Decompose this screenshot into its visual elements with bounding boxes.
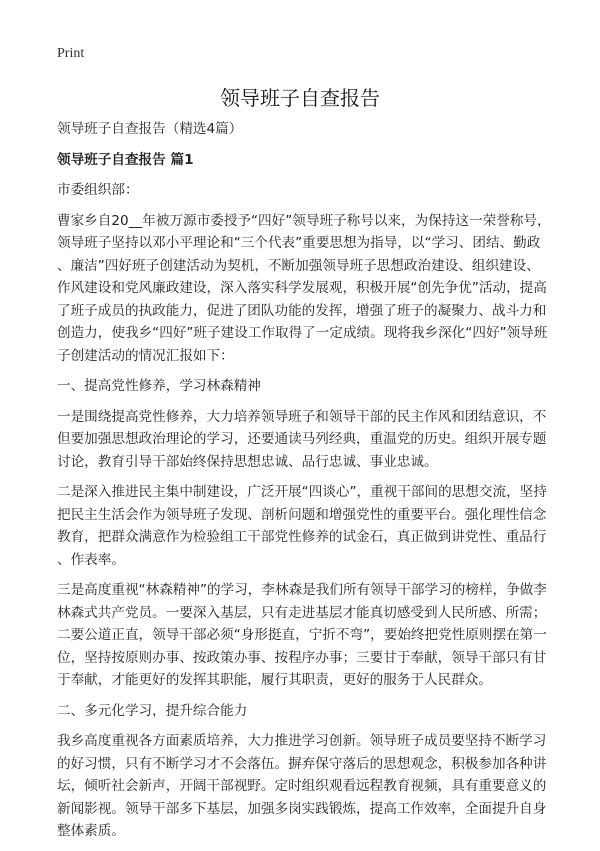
text-line: 作风建设和党风廉政建设，深入落实科学发展观，积极开展“创先争优”活动，提高 — [57, 280, 547, 296]
text-line: 我乡高度重视各方面素质培养，大力推进学习创新。领导班子成员要坚持不断学习 — [57, 733, 547, 749]
text-line: 教育，把群众满意作为检验组工干部党性修养的试金石，真正做到讲党性、重品行 — [57, 529, 547, 545]
text-line: 新闻影视。领导干部多下基层，加强多岗实践锻炼，提高工作效率，全面提升自身 — [57, 800, 547, 817]
text-line: 一是围绕提高党性修养，大力培养领导班子和领导干部的民主作风和团结意识，不 — [57, 408, 547, 425]
paragraph — [57, 406, 577, 474]
paragraph — [57, 730, 577, 843]
salutation: 市委组织部： — [57, 182, 139, 198]
paragraph — [57, 579, 577, 692]
text-line: 但要加强思想政治理论的学习，还要通读马列经典，重温党的历史。组织开展专题 — [57, 431, 547, 447]
text-line: 曹家乡自20__年被万源市委授予“四好”领导班子称号以来，为保持这一荣誉称号， — [57, 212, 551, 229]
text-line: 二要公道正直，领导干部必须“身形挺直，宁折不弯”，要始终把党性原则摆在第一 — [57, 627, 547, 643]
text-line: 三是高度重视“林森精神”的学习，李林森是我们所有领导干部学习的榜样，争做李 — [57, 582, 547, 598]
document-title: 领导班子自查报告 — [220, 86, 380, 110]
section-subheading — [57, 375, 577, 398]
text-line: 二是深入推进民主集中制建设，广泛开展“四谈心”，重视干部间的思想交流，坚持 — [57, 484, 547, 500]
text-line: 坛，倾听社会新声，开阔干部视野。定时组织观看远程教育视频，具有重要意义的 — [57, 778, 547, 794]
paragraph — [57, 210, 577, 368]
text-line: 位，坚持按原则办事、按政策办事、按程序办事；三要甘于奉献，领导干部只有甘 — [57, 649, 547, 666]
text-line: 的好习惯，只有不断学习才不会落伍。摒弃保守落后的思想观念，积极参加各种讲 — [57, 755, 547, 772]
paragraph — [57, 481, 577, 571]
text-line: 创造力，使我乡“四好”班子建设工作取得了一定成绩。现将我乡深化“四好”领导班 — [57, 325, 548, 341]
text-line: 了班子成员的执政能力，促进了团队功能的发挥，增强了班子的凝聚力、战斗力和 — [57, 302, 547, 319]
section-heading: 领导班子自查报告 篇1 — [57, 151, 194, 168]
document-body — [57, 118, 577, 851]
text-line: 整体素质。 — [57, 823, 125, 839]
text-line: 把民主生活会作为领导班子发现、剖析问题和增强党性的重要平台。强化理性信念 — [57, 506, 547, 523]
subtitle: 领导班子自查报告（精选4篇） — [57, 121, 243, 137]
print-label[interactable]: Print — [57, 46, 85, 61]
text-line: 林森式共产党员。一要深入基层，只有走进基层才能真切感受到人民所感、所需； — [57, 604, 547, 621]
text-line: 二、多元化学习，提升综合能力 — [57, 702, 248, 719]
text-line: 一、提高党性修养，学习林森精神 — [57, 378, 261, 394]
text-line: 、廉洁”四好班子创建活动为契机，不断加强领导班子思想政治建设、组织建设、 — [57, 257, 540, 274]
text-line: 、作表率。 — [57, 551, 125, 568]
text-line: 讨论，教育引导干部始终保持思想忠诚、品行忠诚、事业忠诚。 — [57, 453, 438, 470]
text-line: 于奉献，才能更好的发挥其职能，履行其职责，更好的服务于人民群众。 — [57, 672, 492, 688]
text-line: 领导班子坚持以邓小平理论和“三个代表”重要思想为指导，以“学习、团结、勤政 — [57, 235, 541, 251]
text-line: 子创建活动的情况汇报如下： — [57, 347, 234, 364]
section-subheading — [57, 700, 577, 723]
